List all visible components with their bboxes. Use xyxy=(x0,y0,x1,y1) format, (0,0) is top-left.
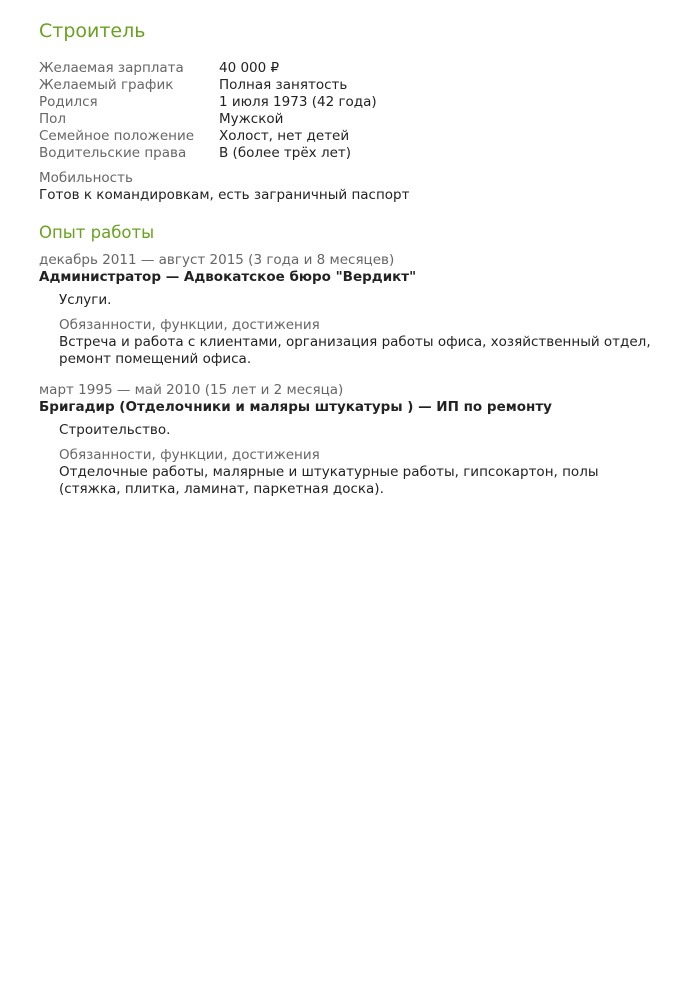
info-row-birth xyxy=(39,94,659,111)
info-row-gender xyxy=(39,111,659,128)
info-row-schedule xyxy=(39,77,659,94)
job-duties: Отделочные работы, малярные и штукатурные работы, гипсокартон, полы (стяжка, плитка, ламинат, паркетная доска). xyxy=(59,464,599,497)
job-period: декабрь 2011 — август 2015 (3 года и 8 месяцев) xyxy=(39,252,395,268)
job-duties: Встреча и работа с клиентами, организация работы офиса, хозяйственный отдел, ремонт помещений офиса. xyxy=(59,334,651,367)
info-value: 1 июля 1973 (42 года) xyxy=(219,94,377,110)
job-industry: Строительство. xyxy=(59,422,171,438)
job-entry xyxy=(39,252,664,368)
info-label: Желаемая зарплата xyxy=(39,60,184,76)
job-body xyxy=(39,422,664,498)
job-duties-label: Обязанности, функции, достижения xyxy=(59,447,320,463)
info-row-license xyxy=(39,145,659,162)
job-title: Администратор — Адвокатское бюро "Вердикт" xyxy=(39,269,417,285)
info-label: Родился xyxy=(39,94,98,110)
job-entry xyxy=(39,382,664,498)
info-label: Пол xyxy=(39,111,67,127)
info-value: Холост, нет детей xyxy=(219,128,350,144)
info-label: Желаемый график xyxy=(39,77,174,93)
job-period: март 1995 — май 2010 (15 лет и 2 месяца) xyxy=(39,382,344,398)
info-value: Мужской xyxy=(219,111,284,127)
job-body xyxy=(39,292,664,368)
mobility-label: Мобильность xyxy=(39,170,133,186)
info-row-marital xyxy=(39,128,659,145)
mobility-value: Готов к командировкам, есть заграничный паспорт xyxy=(39,187,410,203)
info-value: Полная занятость xyxy=(219,77,348,93)
info-label: Водительские права xyxy=(39,145,187,161)
info-value: 40 000 ₽ xyxy=(219,60,280,76)
mobility-block xyxy=(39,170,410,204)
info-value: В (более трёх лет) xyxy=(219,145,352,161)
job-duties-label: Обязанности, функции, достижения xyxy=(59,317,320,333)
info-label: Семейное положение xyxy=(39,128,195,144)
personal-info xyxy=(39,60,659,162)
job-title: Бригадир (Отделочники и маляры штукатуры ) — ИП по ремонту xyxy=(39,399,552,415)
resume-title: Строитель xyxy=(39,20,146,42)
job-industry: Услуги. xyxy=(59,292,112,308)
experience-title: Опыт работы xyxy=(39,223,155,242)
info-row-salary xyxy=(39,60,659,77)
